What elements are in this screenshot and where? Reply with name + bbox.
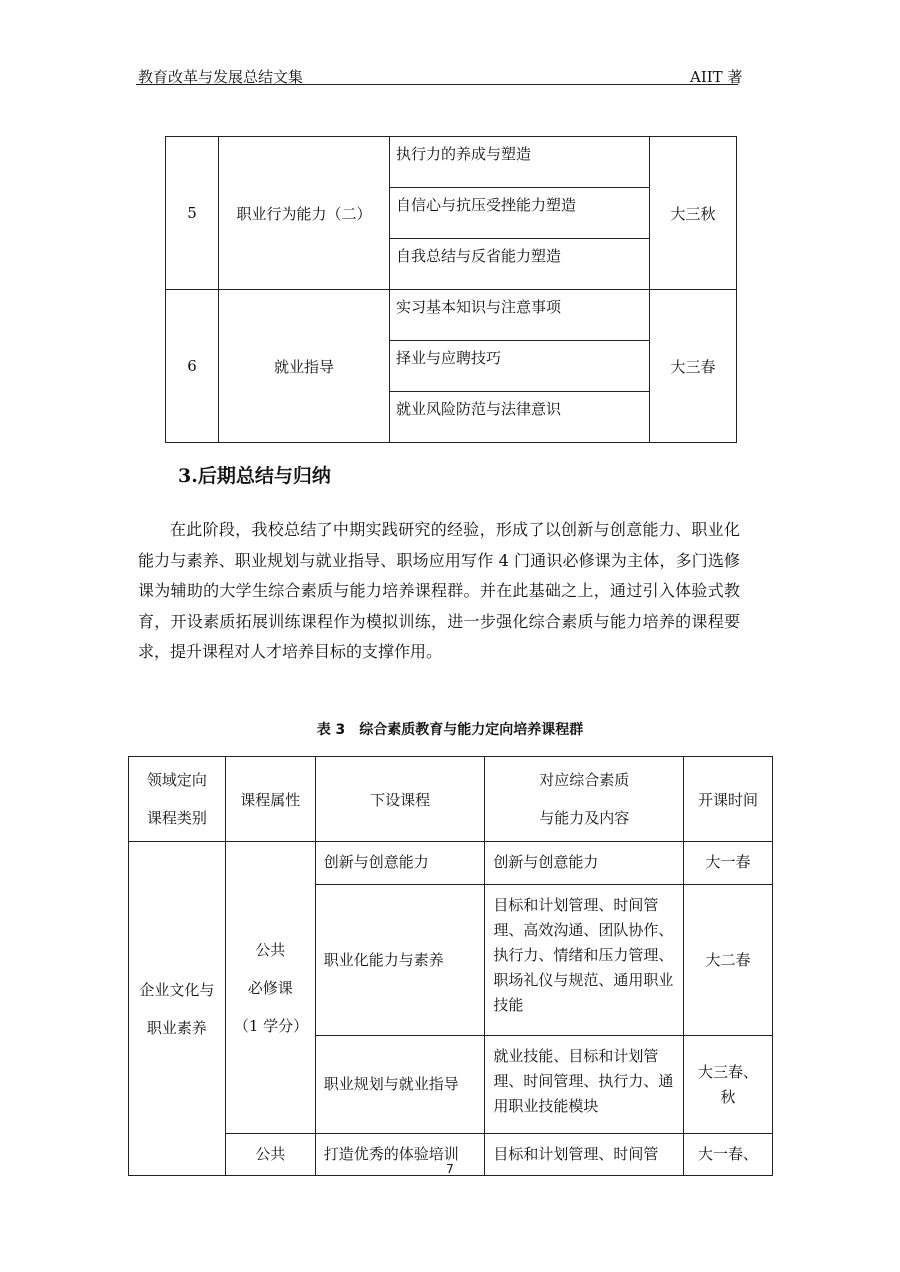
header-author: AIIT 著 bbox=[690, 68, 743, 86]
domain-cell bbox=[129, 842, 226, 1176]
table-row bbox=[166, 137, 737, 188]
time-cell: 大一春 bbox=[684, 842, 773, 885]
header-course: 下设课程 bbox=[315, 757, 485, 842]
course-name: 择业与应聘技巧 bbox=[390, 341, 650, 392]
course-group-table bbox=[128, 756, 773, 1176]
course-name: 就业风险防范与法律意识 bbox=[390, 392, 650, 443]
course-cell: 创新与创意能力 bbox=[315, 842, 485, 885]
attr-cell bbox=[225, 842, 315, 1134]
attr-cell: 公共 bbox=[225, 1134, 315, 1176]
content-cell: 目标和计划管理、时间管 bbox=[485, 1134, 684, 1176]
header-content-line2: 与能力及内容 bbox=[539, 809, 630, 827]
header-domain bbox=[129, 757, 226, 842]
attr-line2: 必修课 bbox=[247, 978, 293, 997]
body-paragraph bbox=[138, 515, 740, 668]
module-name: 职业行为能力（二） bbox=[219, 137, 390, 290]
header-content bbox=[485, 757, 684, 842]
time-cell: 大一春、 bbox=[684, 1134, 773, 1176]
header-content-line1: 对应综合素质 bbox=[539, 771, 630, 789]
content-cell: 创新与创意能力 bbox=[485, 842, 684, 885]
content-cell: 就业技能、目标和计划管理、时间管理、执行力、通用职业技能模块 bbox=[485, 1036, 684, 1134]
course-name: 执行力的养成与塑造 bbox=[390, 137, 650, 188]
table-row bbox=[166, 290, 737, 341]
paragraph-text: 在此阶段，我校总结了中期实践研究的经验，形成了以创新与创意能力、职业化能力与素养、职业规划与就业指导、职场应用写作 4 门通识必修课为主体，多门选修课为辅助的大学生综合素质与能力培养课程群。并在此基础之上，通过引入体验式教育，开设素质拓展训练课程作为模拟训练，进一步强化综合素质与能力培养的课程要求，提升课程对人才培养目标的支撑作用。 bbox=[138, 520, 740, 661]
domain-line1: 企业文化与 bbox=[139, 980, 215, 999]
section-heading: 3.后期总结与归纳 bbox=[178, 465, 331, 487]
module-name: 就业指导 bbox=[219, 290, 390, 443]
course-cell: 打造优秀的体验培训 bbox=[315, 1134, 485, 1176]
course-name: 实习基本知识与注意事项 bbox=[390, 290, 650, 341]
course-term: 大三春 bbox=[650, 290, 737, 443]
header-domain-line1: 领域定向 bbox=[146, 771, 207, 789]
row-number: 5 bbox=[166, 137, 219, 290]
course-cell: 职业化能力与素养 bbox=[315, 885, 485, 1036]
table-row bbox=[129, 842, 773, 885]
attr-line1: 公共 bbox=[255, 940, 286, 959]
page-number: 7 bbox=[446, 1162, 454, 1176]
domain-line2: 职业素养 bbox=[146, 1018, 207, 1037]
course-cell: 职业规划与就业指导 bbox=[315, 1036, 485, 1134]
row-number: 6 bbox=[166, 290, 219, 443]
attr-line3: （1 学分） bbox=[233, 1016, 309, 1035]
time-cell: 大三春、秋 bbox=[684, 1036, 773, 1134]
table-header-row bbox=[129, 757, 773, 842]
header-domain-line2: 课程类别 bbox=[146, 809, 207, 827]
header-attr: 课程属性 bbox=[225, 757, 315, 842]
header-rule bbox=[136, 84, 738, 85]
course-term: 大三秋 bbox=[650, 137, 737, 290]
content-cell: 目标和计划管理、时间管理、高效沟通、团队协作、执行力、情绪和压力管理、职场礼仪与规范、通用职业技能 bbox=[485, 885, 684, 1036]
course-name: 自信心与抗压受挫能力塑造 bbox=[390, 188, 650, 239]
table-caption: 表 3 综合素质教育与能力定向培养课程群 bbox=[316, 722, 584, 738]
time-cell: 大二春 bbox=[684, 885, 773, 1036]
header-title: 教育改革与发展总结文集 bbox=[138, 68, 304, 86]
course-table-continued bbox=[165, 136, 737, 443]
header-time: 开课时间 bbox=[684, 757, 773, 842]
course-name: 自我总结与反省能力塑造 bbox=[390, 239, 650, 290]
